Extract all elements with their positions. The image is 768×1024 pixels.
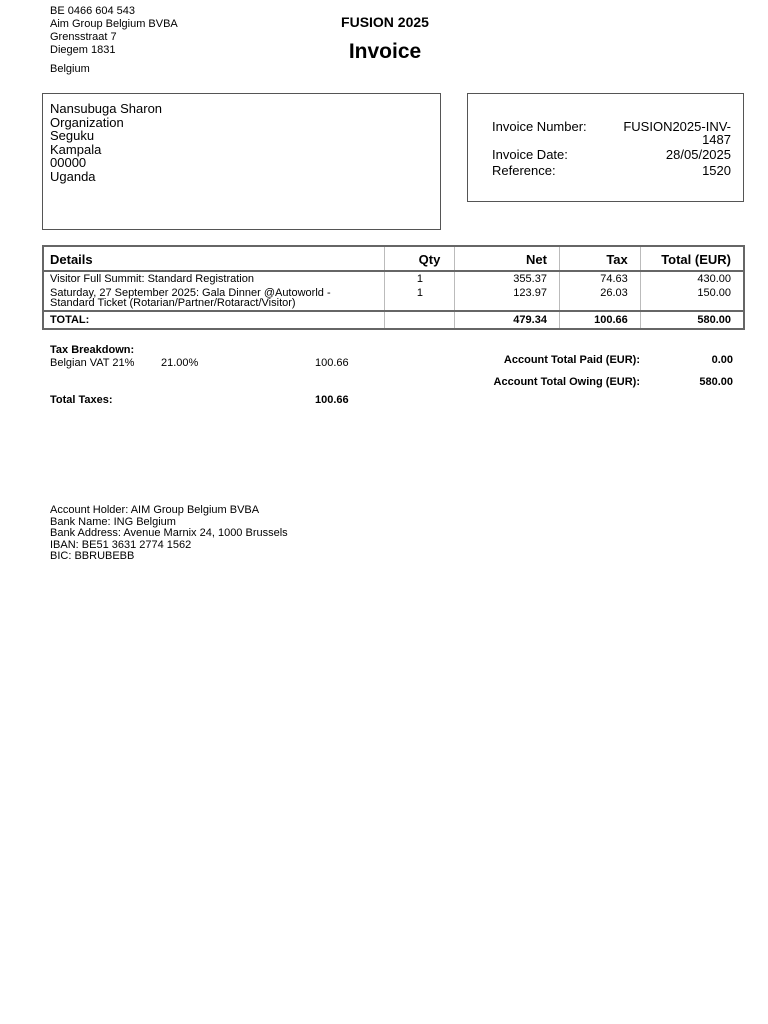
table-row [43,271,744,286]
total-qty [385,311,455,329]
bank-account-holder: Account Holder: AIM Group Belgium BVBA [50,504,260,516]
sender-vat-number: BE 0466 604 543 [50,5,136,17]
recipient-country: Uganda [50,168,96,184]
account-owing-value: 580.00 [699,376,733,388]
bank-name: Bank Name: ING Belgium [50,515,176,528]
account-owing-label: Account Total Owing (EUR): [493,376,640,388]
total-column-header: Total (EUR) [640,246,744,271]
row-tax: 26.03 [559,286,640,311]
row-net: 123.97 [455,286,560,311]
recipient-postcode: 00000 [50,155,87,170]
net-column-header: Net [455,246,560,271]
total-taxes-amount: 100.66 [315,394,349,406]
total-label: TOTAL: [43,311,385,329]
bank-bic: BIC: BBRUBEBB [50,550,135,562]
row-details: Visitor Full Summit: Standard Registration [50,273,254,285]
row-tax: 74.63 [559,271,640,286]
invoice-number-value: FUSION2025-INV-1487 [623,119,731,147]
account-paid-value: 0.00 [711,354,733,366]
page-title: Invoice [348,40,422,63]
recipient-name: Nansubuga Sharon [50,101,163,116]
bank-address: Bank Address: Avenue Marnix 24, 1000 Brussels [50,527,288,539]
invoice-items-table [42,245,745,330]
tax-rate-percent: 21.00% [161,357,199,369]
total-amount: 580.00 [640,311,744,329]
bank-details [50,505,288,563]
table-header-row [43,246,744,271]
invoice-date-label: Invoice Date: [492,147,568,162]
tax-breakdown-heading: Tax Breakdown: [50,344,135,356]
total-taxes-label: Total Taxes: [50,394,113,406]
sender-city: Diegem 1831 [50,44,116,56]
total-net: 479.34 [455,311,560,329]
invoice-meta-box [467,93,744,202]
sender-street: Grensstraat 7 [50,31,117,43]
row-total: 150.00 [640,286,744,311]
row-details: Saturday, 27 September 2025: Gala Dinner @Autoworld - Standard Ticket (Rotarian/Partner/Rotaract/Visitor) [50,287,331,309]
table-row [43,286,744,311]
tax-amount: 100.66 [315,357,349,369]
event-title: FUSION 2025 [341,14,429,30]
row-qty: 1 [385,286,455,311]
table-total-row [43,311,744,329]
qty-column-header: Qty [385,246,455,271]
recipient-address-box [42,93,441,230]
invoice-number-label: Invoice Number: [492,119,587,134]
total-tax: 100.66 [559,311,640,329]
row-net: 355.37 [455,271,560,286]
invoice-date-value: 28/05/2025 [665,147,731,162]
sender-company: Aim Group Belgium BVBA [50,18,178,30]
recipient-organization: Organization [50,114,124,130]
recipient-city: Kampala [50,141,102,157]
tax-column-header: Tax [559,246,640,271]
reference-value: 1520 [702,163,731,178]
row-qty: 1 [385,271,455,286]
sender-country: Belgium [50,63,90,75]
details-column-header: Details [43,246,385,271]
bank-iban: IBAN: BE51 3631 2774 1562 [50,538,192,551]
account-paid-label: Account Total Paid (EUR): [503,354,640,366]
tax-rate-name: Belgian VAT 21% [50,357,135,369]
recipient-street: Seguku [50,128,95,143]
row-total: 430.00 [640,271,744,286]
reference-label: Reference: [492,163,556,178]
